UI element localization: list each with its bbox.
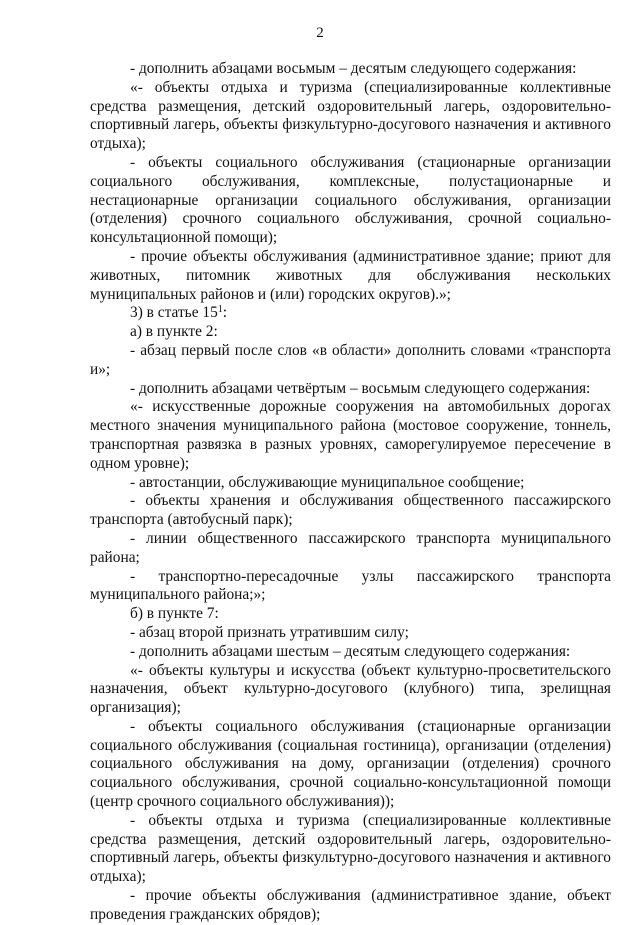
paragraph-social-services: - объекты социального обслуживания (стационарные организации социального обслуживания, комплексные, полустационарные и нестационарные организации социального обслуживания, организации (отделения) срочного социального обслуживания, срочной социально-консультационной помощи); [90, 153, 611, 247]
paragraph-clause-7: б) в пункте 7: [130, 605, 219, 623]
paragraph-second-paragraph-void: - абзац второй признать утратившим силу; [130, 623, 409, 641]
article-item-suffix: : [222, 304, 228, 322]
paragraph-add-paragraphs-4-8: - дополнить абзацами четвёртым – восьмым следующего содержания: [130, 379, 591, 397]
paragraph-social-services-2: - объекты социального обслуживания (стационарные организации социального обслуживания (социальная гостиница), организации (отделения) социального обслуживания на дому, организации (отделения) срочного социального обслуживания, срочной социально-консультационной помощи (центр срочного социального обслуживания)); [90, 717, 611, 811]
paragraph-first-paragraph-amend: - абзац первый после слов «в области» дополнить словами «транспорта и»; [90, 341, 611, 378]
paragraph-article-15-1 [90, 304, 611, 323]
paragraph-add-paragraphs-8-10: - дополнить абзацами восьмым – десятым следующего содержания: [130, 60, 577, 77]
paragraph-transport-storage: - объекты хранения и обслуживания общественного пассажирского транспорта (автобусный парк); [90, 492, 611, 529]
article-item-prefix: 3) в статье 15 [130, 304, 218, 322]
document-body [90, 60, 611, 925]
paragraph-transfer-hubs: - транспортно-пересадочные узлы пассажирского транспорта муниципального района;»; [90, 567, 611, 604]
paragraph-other-services-2: - прочие объекты обслуживания (административное здание, объект проведения гражданских обрядов); [90, 887, 611, 923]
paragraph-bus-stations: - автостанции, обслуживающие муниципальное сообщение; [130, 473, 525, 491]
paragraph-transport-lines: - линии общественного пассажирского транспорта муниципального района; [90, 529, 611, 566]
paragraph-culture-arts: «- объекты культуры и искусства (объект культурно-просветительского назначения, объект культурно-досугового (клубного) типа, зрелищная организация); [90, 661, 611, 717]
article-item-superscript: 1 [217, 304, 223, 316]
paragraph-recreation-tourism-2: - объекты отдыха и туризма (специализированные коллективные средства размещения, детский оздоровительный лагерь, оздоровительно-спортивный лагерь, объекты физкультурно-досугового назначения и активного отдыха); [90, 811, 611, 886]
paragraph-recreation-tourism: «- объекты отдыха и туризма (специализированные коллективные средства размещения, детский оздоровительный лагерь, оздоровительно-спортивный лагерь, объекты физкультурно-досугового назначения и активного отдыха); [90, 78, 611, 153]
paragraph-other-services: - прочие объекты обслуживания (административное здание; приют для животных, питомник животных для обслуживания нескольких муниципальных районов и (или) городских округов).»; [90, 247, 611, 303]
paragraph-road-structures: «- искусственные дорожные сооружения на автомобильных дорогах местного значения муниципального района (мостовое сооружение, тоннель, транспортная развязка в разных уровнях, саморегулируемое пересечение в одном уровне); [90, 398, 611, 472]
paragraph-clause-2: а) в пункте 2: [130, 323, 218, 341]
paragraph-add-paragraphs-6-10: - дополнить абзацами шестым – десятым следующего содержания: [130, 642, 571, 660]
page-number: 2 [316, 25, 324, 41]
